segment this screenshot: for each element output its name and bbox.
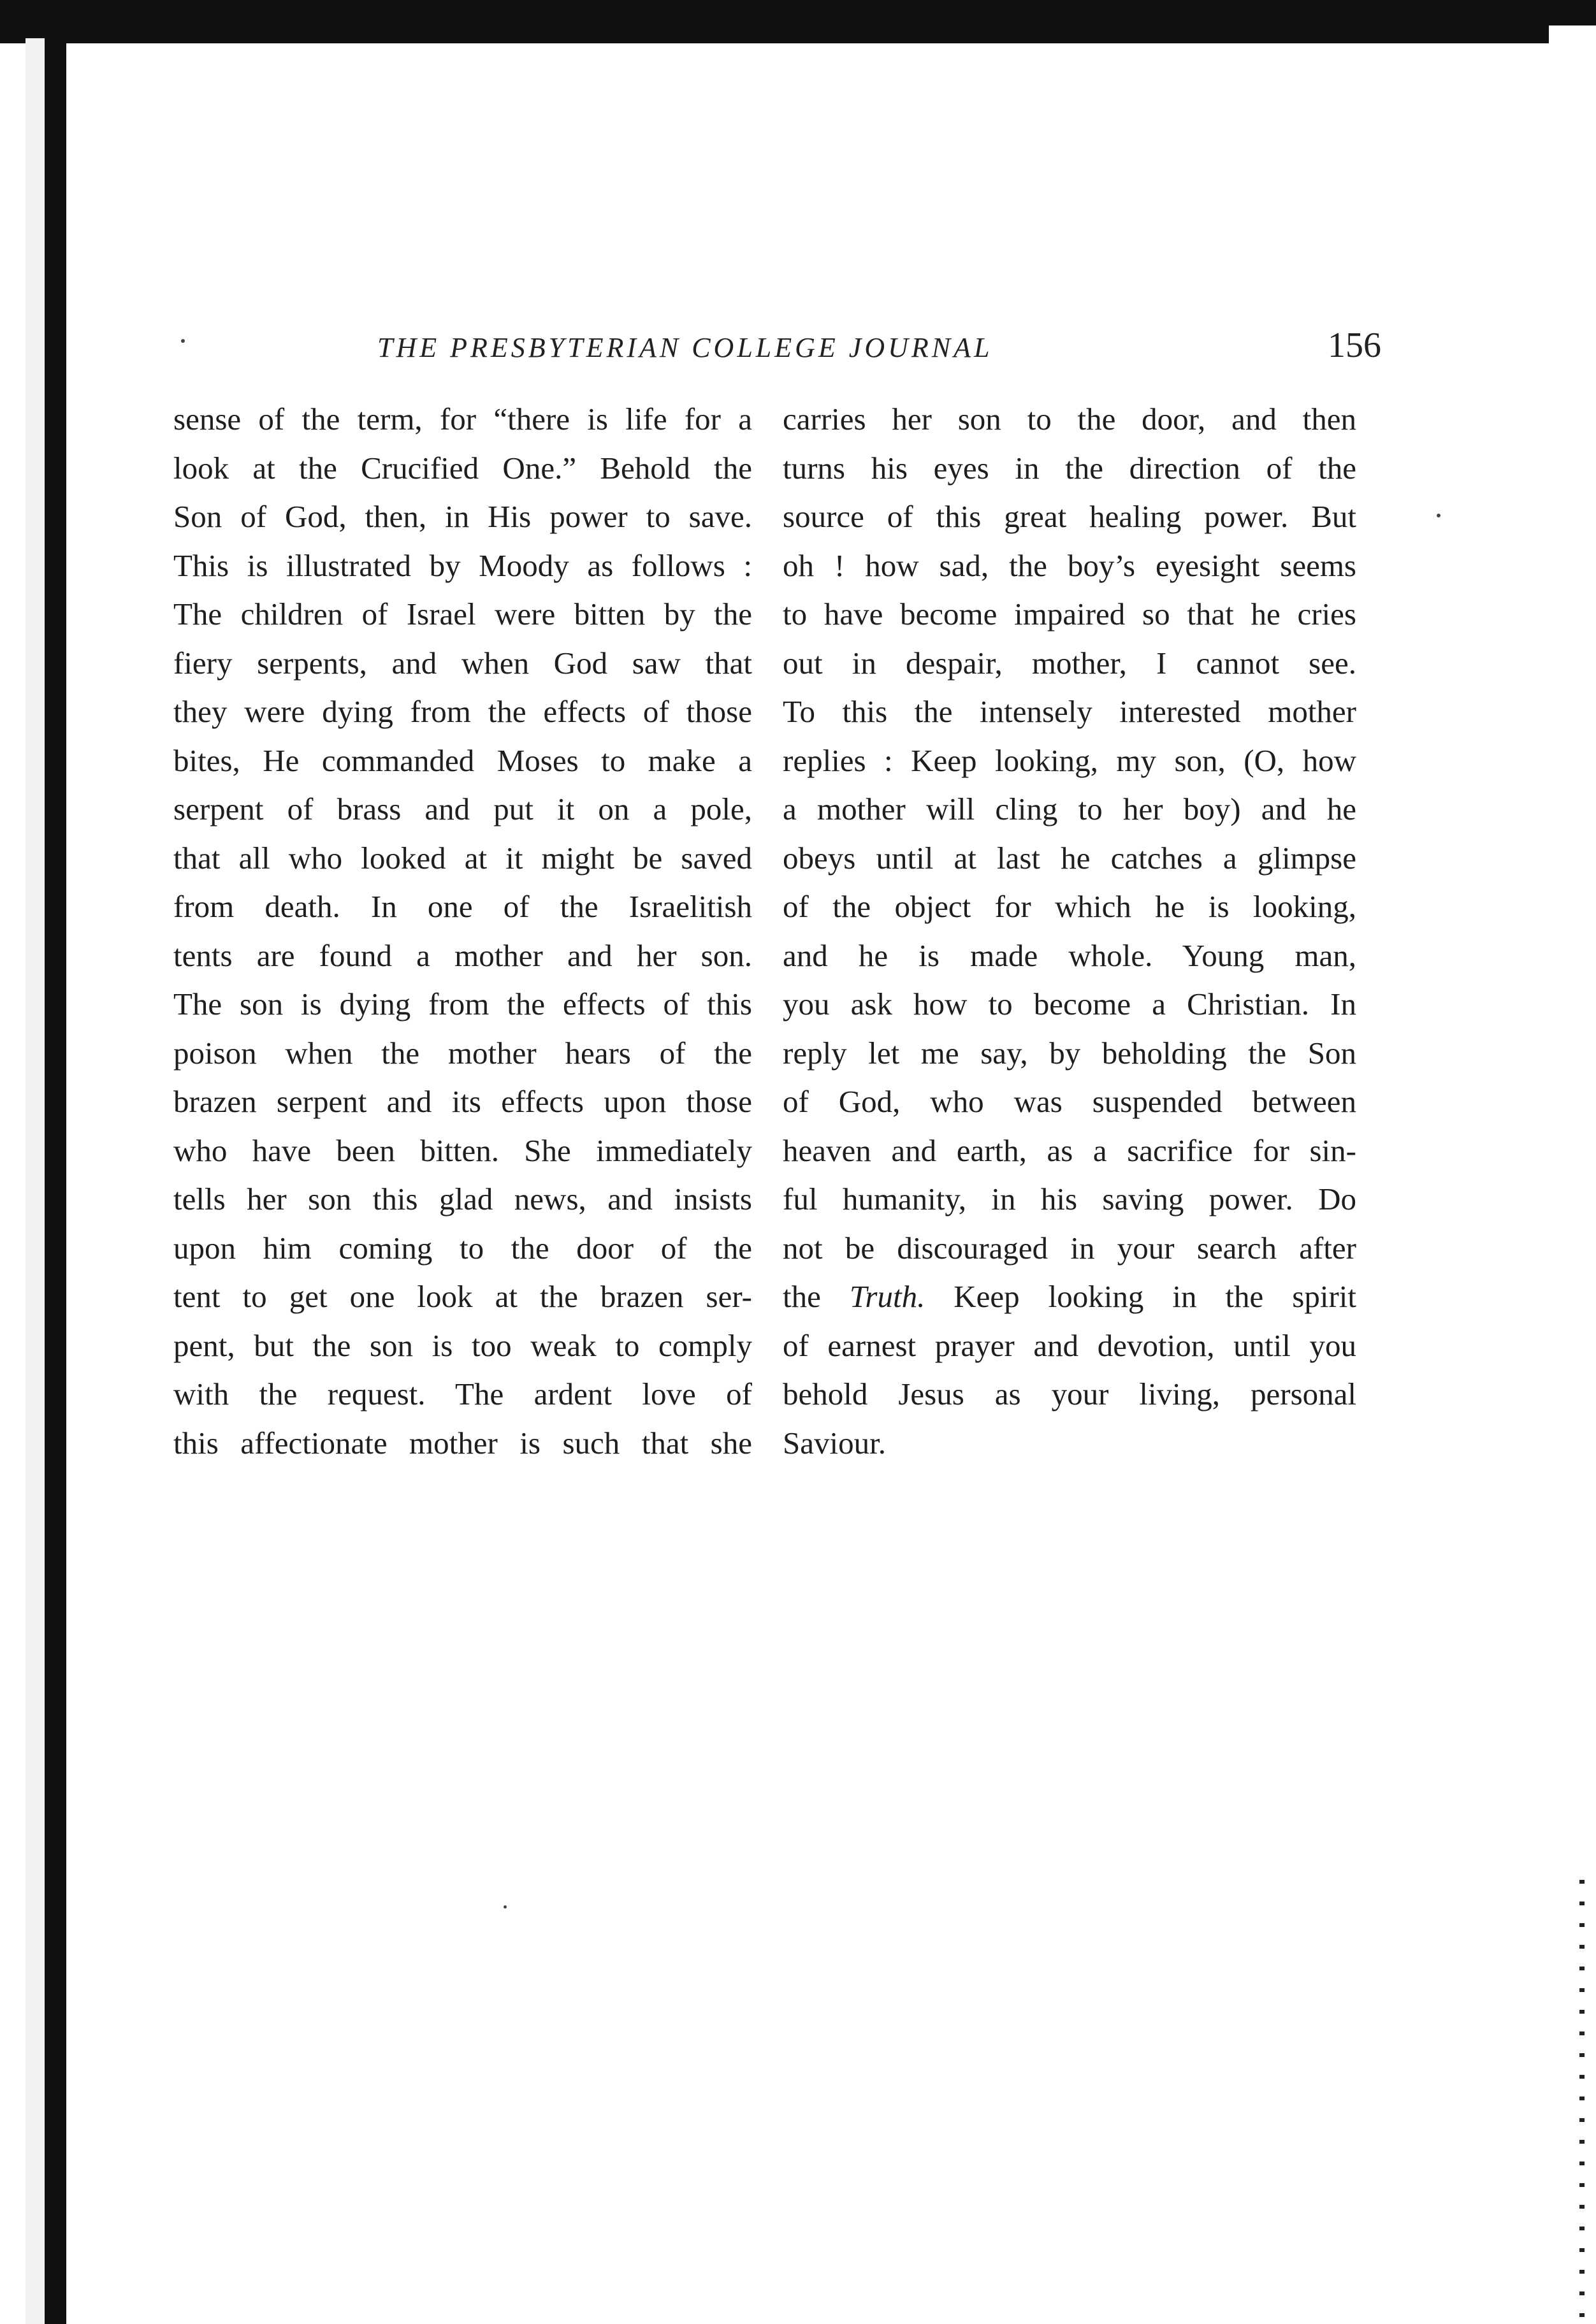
text-line: look at the Crucified One.” Behold the bbox=[173, 450, 752, 486]
scan-margin-shade bbox=[25, 38, 45, 2324]
text-line: of God, who was suspended between bbox=[783, 1084, 1356, 1119]
text-line: out in despair, mother, I cannot see. bbox=[783, 645, 1356, 681]
text-line: Son of God, then, in His power to save. bbox=[173, 499, 752, 534]
text-line: upon him coming to the door of the bbox=[173, 1230, 752, 1266]
text-line: you ask how to become a Christian. In bbox=[783, 986, 1356, 1021]
scan-border-left bbox=[45, 38, 66, 2324]
text-line: who have been bitten. She immediately bbox=[173, 1132, 752, 1168]
text-line: This is illustrated by Moody as follows : bbox=[173, 547, 752, 583]
text-line: this affectionate mother is such that she bbox=[173, 1425, 752, 1461]
text-line: with the request. The ardent love of bbox=[173, 1376, 752, 1411]
text-line: brazen serpent and its effects upon those bbox=[173, 1084, 752, 1119]
text-line: The children of Israel were bitten by the bbox=[173, 596, 752, 632]
text-line: serpent of brass and put it on a pole, bbox=[173, 791, 752, 826]
text-line: ful humanity, in his saving power. Do bbox=[783, 1181, 1356, 1216]
text-line: tells her son this glad news, and insists bbox=[173, 1181, 752, 1216]
text-line: fiery serpents, and when God saw that bbox=[173, 645, 752, 681]
text-line: pent, but the son is too weak to comply bbox=[173, 1327, 752, 1363]
running-header bbox=[173, 320, 1448, 377]
text-line: not be discouraged in your search after bbox=[783, 1230, 1356, 1266]
text-column-right bbox=[783, 395, 1356, 1468]
journal-title: THE PRESBYTERIAN COLLEGE JOURNAL bbox=[377, 332, 993, 363]
text-line: of earnest prayer and devotion, until you bbox=[783, 1327, 1356, 1363]
text-line: tent to get one look at the brazen ser- bbox=[173, 1279, 752, 1314]
text-line: and he is made whole. Young man, bbox=[783, 937, 1356, 973]
text-line: To this the intensely interested mother bbox=[783, 694, 1356, 729]
text-line: turns his eyes in the direction of the bbox=[783, 450, 1356, 486]
text-fragment: Keep looking in the spirit bbox=[925, 1279, 1356, 1314]
text-line: obeys until at last he catches a glimpse bbox=[783, 840, 1356, 876]
scan-border-top-lower bbox=[0, 0, 1549, 43]
text-line: behold Jesus as your living, personal bbox=[783, 1376, 1356, 1411]
text-line: of the object for which he is looking, bbox=[783, 889, 1356, 924]
italic-word: Truth. bbox=[849, 1279, 925, 1314]
text-line: source of this great healing power. But bbox=[783, 499, 1356, 534]
scan-edge-dots bbox=[1579, 1880, 1585, 2320]
text-line: The son is dying from the effects of this bbox=[173, 986, 752, 1021]
text-line: Saviour. bbox=[783, 1425, 886, 1461]
text-line: that all who looked at it might be saved bbox=[173, 840, 752, 876]
text-line-with-italic bbox=[783, 1273, 1356, 1322]
text-line: they were dying from the effects of those bbox=[173, 694, 752, 729]
text-line: bites, He commanded Moses to make a bbox=[173, 742, 752, 778]
text-column-left bbox=[173, 395, 752, 1468]
text-line: sense of the term, for “there is life for a bbox=[173, 401, 752, 437]
text-line: tents are found a mother and her son. bbox=[173, 937, 752, 973]
text-line: poison when the mother hears of the bbox=[173, 1035, 752, 1071]
text-fragment: the bbox=[783, 1279, 821, 1314]
text-line: from death. In one of the Israelitish bbox=[173, 889, 752, 924]
text-line: a mother will cling to her boy) and he bbox=[783, 791, 1356, 826]
scan-speck bbox=[1437, 514, 1440, 517]
text-line: to have become impaired so that he cries bbox=[783, 596, 1356, 632]
text-line: oh ! how sad, the boy’s eyesight seems bbox=[783, 547, 1356, 583]
text-line: replies : Keep looking, my son, (O, how bbox=[783, 742, 1356, 778]
text-line: heaven and earth, as a sacrifice for sin- bbox=[783, 1132, 1356, 1168]
text-line: carries her son to the door, and then bbox=[783, 401, 1356, 437]
scan-speck bbox=[504, 1905, 507, 1909]
text-line: reply let me say, by beholding the Son bbox=[783, 1035, 1356, 1071]
page-number: 156 bbox=[1328, 326, 1381, 365]
